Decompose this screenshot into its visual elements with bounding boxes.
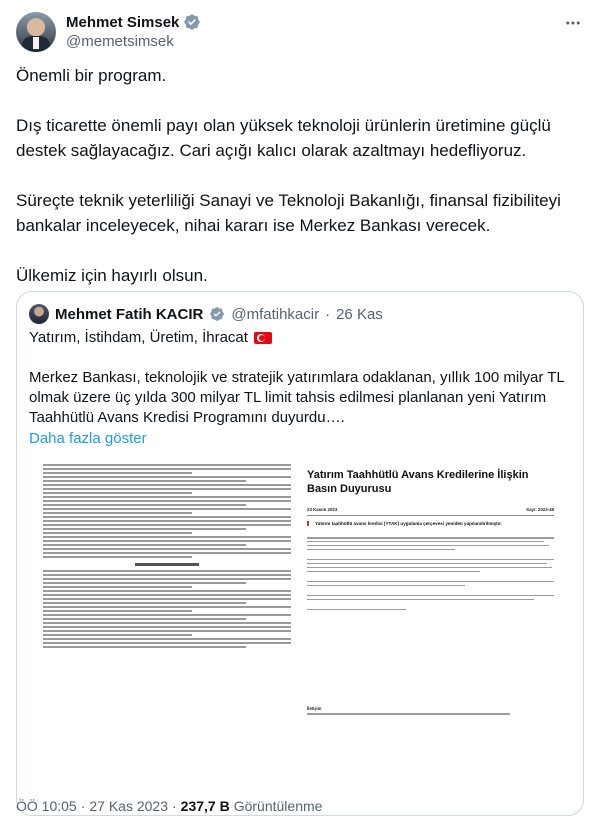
text-line: [307, 553, 554, 557]
view-count: 237,7 B: [180, 798, 230, 814]
tweet-paragraph: Dış ticarette önemli payı olan yüksek teknoloji ürünlerin üretimine güçlü destek sağlayacağız. Cari açığı kalıcı olarak azaltmayı hedefliyoruz.: [16, 116, 551, 160]
tweet-paragraph: Süreçte teknik yeterliliği Sanayi ve Teknoloji Bakanlığı, finansal fizibiliteyi bankalar inceleyecek, nihai kararı ise Merkez Bankası verecek.: [16, 191, 561, 235]
tweet-time[interactable]: ÖÖ 10:05: [16, 798, 77, 814]
show-more-link[interactable]: Daha fazla göster: [29, 430, 147, 447]
press-release-lead: Yatırım taahhütlü avans kredisi (YTAK) uygulama çerçevesi yeniden yapılandırılmıştır.: [307, 521, 554, 526]
author-avatar[interactable]: [16, 12, 56, 52]
text-line: [43, 504, 246, 506]
text-line: [307, 559, 554, 561]
text-line: [43, 590, 291, 592]
text-line: [43, 642, 291, 644]
text-line: [43, 548, 291, 550]
text-line: [43, 598, 291, 600]
text-line: [43, 536, 291, 538]
press-release-page: [297, 454, 564, 809]
text-line: [43, 468, 291, 470]
text-line: [43, 622, 291, 624]
text-line: [43, 532, 192, 534]
text-line: [307, 563, 547, 565]
text-line: [43, 524, 291, 526]
more-options-button[interactable]: [562, 12, 584, 34]
text-line: [307, 599, 534, 601]
text-line: [307, 545, 549, 547]
author-name-line: [66, 13, 201, 31]
press-release-number: Sayı: 2023-48: [526, 507, 554, 512]
text-line: [307, 549, 455, 551]
author-handle[interactable]: @memetsimsek: [66, 33, 174, 50]
text-line: [307, 589, 554, 593]
quoted-media-image[interactable]: [37, 454, 564, 809]
text-line: [43, 540, 291, 542]
tweet-paragraph: Önemli bir program.: [16, 66, 167, 85]
text-line: [43, 582, 246, 584]
text-line: [43, 488, 291, 490]
text-line: [43, 618, 246, 620]
text-line: [307, 581, 554, 583]
text-line: [307, 571, 480, 573]
text-line: [43, 610, 192, 612]
more-dots-icon: [564, 14, 582, 32]
text-line: [43, 594, 291, 596]
quoted-text: Merkez Bankası, teknolojik ve stratejik yatırımlara odaklanan, yıllık 100 milyar TL olmak üzere üç yılda 300 milyar TL limit tahsis edilmesi planlanan yeni Yatırım Taahhütlü Avans Kredisi Programını duyurdu….: [29, 369, 565, 426]
regulation-document-page: [37, 454, 297, 809]
text-line: [43, 556, 192, 558]
dot-separator: ·: [80, 798, 86, 814]
press-release-meta: [307, 507, 554, 512]
text-line: [43, 586, 192, 588]
quoted-author-handle: @mfatihkacir: [231, 305, 320, 323]
text-line: [43, 464, 291, 466]
text-line: [43, 552, 291, 554]
text-line: [43, 602, 246, 604]
section-heading: [135, 563, 199, 566]
divider: [307, 515, 554, 516]
text-line: [43, 500, 291, 502]
press-release-date: 23 Kasım 2023: [307, 507, 338, 512]
press-release-body: [307, 537, 554, 610]
author-display-name[interactable]: Mehmet Simsek: [66, 13, 180, 31]
press-release-contact: [307, 706, 554, 717]
quoted-date: 26 Kas: [336, 305, 383, 323]
quoted-first-line: [29, 328, 569, 348]
views-label: Görüntülenme: [233, 798, 323, 814]
text-line: [43, 634, 192, 636]
text-line: [43, 496, 291, 498]
text-line: [43, 508, 291, 510]
text-line: [43, 516, 291, 518]
text-line: [307, 567, 552, 569]
verified-badge-icon: [183, 13, 201, 31]
quoted-separator: ·: [325, 305, 331, 323]
text-line: [43, 574, 291, 576]
tweet-text: [16, 63, 584, 313]
dot-separator: ·: [172, 798, 177, 814]
text-line: [43, 480, 246, 482]
quoted-author-avatar: [29, 304, 49, 324]
text-line: [43, 578, 291, 580]
tweet-stats: [16, 798, 322, 814]
text-line: [43, 646, 246, 648]
text-line: [307, 603, 554, 607]
tweet-header: [16, 12, 584, 56]
text-line: [43, 476, 291, 478]
text-line: [43, 638, 291, 640]
text-line: [43, 630, 291, 632]
quoted-topic-line: Yatırım, İstihdam, Üretim, İhracat: [29, 329, 248, 346]
text-line: [43, 512, 192, 514]
text-line: [43, 614, 291, 616]
text-line: [43, 492, 192, 494]
text-line: [43, 484, 291, 486]
text-line: [43, 472, 192, 474]
contact-label: İletişim: [307, 706, 322, 711]
text-line: [307, 541, 544, 543]
text-line: [43, 544, 246, 546]
text-line: [43, 528, 246, 530]
text-line: [307, 609, 406, 611]
quoted-author-name: Mehmet Fatih KACIR: [55, 305, 204, 323]
tweet-date[interactable]: 27 Kas 2023: [89, 798, 168, 814]
text-line: [43, 606, 291, 608]
press-release-title: Yatırım Taahhütlü Avans Kredilerine İlişkin Basın Duyurusu: [307, 469, 529, 495]
text-line: [307, 574, 554, 578]
quoted-header: [29, 304, 383, 324]
quoted-tweet[interactable]: [16, 291, 584, 816]
quoted-verified-badge-icon: [209, 306, 225, 322]
text-line: [43, 626, 291, 628]
text-line: [43, 570, 291, 572]
text-line: [307, 595, 554, 597]
text-line: [307, 537, 554, 539]
text-line: [307, 585, 465, 587]
turkish-flag-icon: [254, 332, 272, 344]
quoted-body: [29, 328, 569, 449]
tweet-paragraph: Ülkemiz için hayırlı olsun.: [16, 266, 208, 285]
text-line: [43, 520, 291, 522]
